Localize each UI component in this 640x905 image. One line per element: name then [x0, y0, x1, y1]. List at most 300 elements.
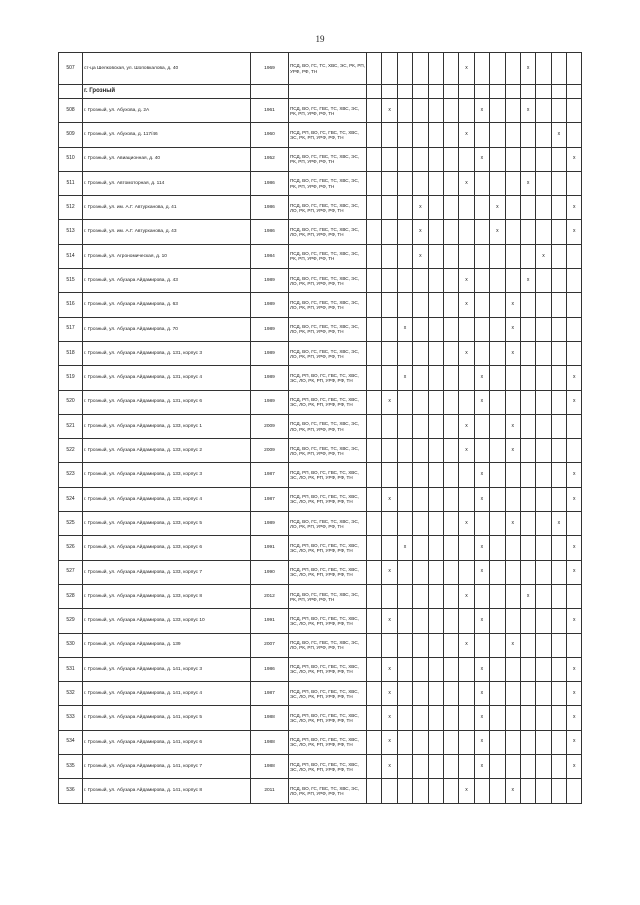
row-mark-cell: [397, 123, 412, 147]
row-mark-cell: [397, 99, 412, 123]
row-year: 2009: [251, 439, 289, 463]
row-mark-cell: [520, 220, 535, 244]
table-row: [59, 755, 582, 779]
row-mark-cell: x: [459, 123, 474, 147]
row-mark-cell: [520, 779, 535, 803]
row-mark-cell: [443, 171, 458, 195]
row-mark-cell: [520, 366, 535, 390]
row-mark-cell: x: [474, 755, 489, 779]
row-mark-cell: [443, 293, 458, 317]
city-header: г. Грозный: [83, 85, 251, 99]
row-mark-cell: [536, 609, 551, 633]
row-mark-cell: [413, 341, 428, 365]
row-number: 516: [59, 293, 83, 317]
row-mark-cell: [567, 633, 582, 657]
city-header-blank: [459, 85, 474, 99]
row-mark-cell: [536, 560, 551, 584]
row-year: 1987: [251, 682, 289, 706]
row-mark-cell: [536, 755, 551, 779]
row-mark-cell: [490, 390, 505, 414]
row-mark-cell: [536, 730, 551, 754]
row-number: 514: [59, 244, 83, 268]
row-mark-cell: [490, 755, 505, 779]
row-mark-cell: [443, 463, 458, 487]
row-mark-cell: [567, 293, 582, 317]
row-mark-cell: [536, 536, 551, 560]
row-address: г. Грозный, ул. Абузара Айдамирова, д. 133, корпус 10: [83, 609, 251, 633]
row-mark-cell: [428, 171, 443, 195]
row-mark-cell: [443, 196, 458, 220]
row-mark-cell: [397, 657, 412, 681]
row-mark-cell: [443, 536, 458, 560]
row-mark-cell: [413, 293, 428, 317]
city-header-blank: [490, 85, 505, 99]
row-systems: ПСД, РП, ВО, ГС, ГВС, ТС, ХВС, ЭС, ЛО, РК, РП, УРФ, РФ, ТН: [289, 487, 367, 511]
row-mark-cell: [505, 536, 520, 560]
row-address: г. Грозный, ул. Абузара Айдамирова, д. 131, корпус 4: [83, 366, 251, 390]
row-mark-cell: [443, 779, 458, 803]
row-mark-cell: [520, 609, 535, 633]
row-mark-cell: [382, 633, 397, 657]
row-address: г. Грозный, ул. Абузара Айдамирова, д. 133, корпус 1: [83, 414, 251, 438]
row-mark-cell: [397, 560, 412, 584]
row-mark-cell: [428, 220, 443, 244]
row-mark-cell: [520, 439, 535, 463]
row-systems: ПСД, РП, ВО, ГС, ГВС, ТС, ХВС, ЭС, ЛО, РК, РП, УРФ, РФ, ТН: [289, 390, 367, 414]
row-mark-cell: [443, 220, 458, 244]
row-mark-cell: [490, 779, 505, 803]
row-mark-cell: [382, 779, 397, 803]
row-mark-cell: [367, 220, 382, 244]
row-mark-cell: [505, 147, 520, 171]
row-mark-cell: [536, 366, 551, 390]
row-mark-cell: [505, 53, 520, 85]
row-mark-cell: [397, 414, 412, 438]
row-systems: ПСД, ВО, ГС, ГВС, ТС, ХВС, ЭС, ЛО, РК, РП, УРФ, РФ, ТН: [289, 341, 367, 365]
row-mark-cell: [367, 730, 382, 754]
row-mark-cell: x: [490, 196, 505, 220]
row-systems: ПСД, РП, ВО, ГС, ГВС, ТС, ХВС, ЭС, ЛО, РК, РП, УРФ, РФ, ТН: [289, 463, 367, 487]
row-number: 530: [59, 633, 83, 657]
row-mark-cell: [413, 414, 428, 438]
row-mark-cell: [443, 53, 458, 85]
row-mark-cell: [382, 171, 397, 195]
row-mark-cell: x: [567, 220, 582, 244]
row-mark-cell: [397, 244, 412, 268]
row-systems: ПСД, ВО, ГС, ГВС, ТС, ХВС, ЭС, ЛО, РК, РП, УРФ, РФ, ТН: [289, 779, 367, 803]
row-mark-cell: x: [382, 657, 397, 681]
row-mark-cell: [505, 682, 520, 706]
row-number: 520: [59, 390, 83, 414]
row-address: ст-ца Шелковская, ул. Шоповкалова, д. 40: [83, 53, 251, 85]
row-mark-cell: [536, 269, 551, 293]
row-mark-cell: x: [505, 512, 520, 536]
row-mark-cell: [505, 609, 520, 633]
row-mark-cell: [367, 536, 382, 560]
row-year: 1961: [251, 99, 289, 123]
row-mark-cell: [428, 706, 443, 730]
row-mark-cell: x: [567, 390, 582, 414]
row-mark-cell: [551, 779, 566, 803]
row-mark-cell: [551, 244, 566, 268]
row-mark-cell: [520, 293, 535, 317]
row-mark-cell: x: [397, 317, 412, 341]
row-mark-cell: [413, 779, 428, 803]
row-year: 1986: [251, 196, 289, 220]
row-mark-cell: [428, 560, 443, 584]
row-mark-cell: x: [567, 730, 582, 754]
row-mark-cell: [459, 682, 474, 706]
row-mark-cell: x: [567, 560, 582, 584]
row-mark-cell: x: [382, 560, 397, 584]
row-mark-cell: [397, 293, 412, 317]
row-mark-cell: [367, 633, 382, 657]
row-mark-cell: [428, 730, 443, 754]
row-mark-cell: [382, 269, 397, 293]
city-header-blank: [520, 85, 535, 99]
table-row: [59, 99, 582, 123]
row-mark-cell: [474, 53, 489, 85]
row-mark-cell: [459, 487, 474, 511]
row-mark-cell: [367, 99, 382, 123]
row-mark-cell: [382, 147, 397, 171]
row-mark-cell: [382, 414, 397, 438]
row-mark-cell: [428, 317, 443, 341]
row-systems: ПСД, ВО, ГС, ГВС, ТС, ХВС, ЭС, ЛО, РК, РП, УРФ, РФ, ТН: [289, 512, 367, 536]
row-mark-cell: [520, 512, 535, 536]
row-mark-cell: [443, 269, 458, 293]
row-mark-cell: x: [567, 706, 582, 730]
row-mark-cell: x: [567, 682, 582, 706]
row-mark-cell: [567, 244, 582, 268]
row-mark-cell: [382, 512, 397, 536]
row-mark-cell: [367, 341, 382, 365]
row-mark-cell: [490, 414, 505, 438]
table-row: [59, 657, 582, 681]
row-number: 517: [59, 317, 83, 341]
row-mark-cell: [490, 171, 505, 195]
row-mark-cell: [490, 293, 505, 317]
row-mark-cell: [413, 123, 428, 147]
row-year: 1987: [251, 487, 289, 511]
row-systems: ПСД, ВО, ГС, ГВС, ТС, ХВС, ЭС, РК, РП, УРФ, РФ, ТН: [289, 99, 367, 123]
row-mark-cell: [536, 171, 551, 195]
row-year: 1986: [251, 171, 289, 195]
row-mark-cell: [443, 682, 458, 706]
row-year: 1987: [251, 463, 289, 487]
row-mark-cell: x: [567, 147, 582, 171]
row-systems: ПСД, РП, ВО, ГС, ГВС, ТС, ХВС, ЭС, ЛО, РК, РП, УРФ, РФ, ТН: [289, 366, 367, 390]
row-mark-cell: [490, 657, 505, 681]
row-mark-cell: x: [382, 609, 397, 633]
row-mark-cell: [520, 317, 535, 341]
row-mark-cell: x: [474, 682, 489, 706]
row-mark-cell: [413, 366, 428, 390]
row-mark-cell: x: [567, 196, 582, 220]
row-mark-cell: [567, 341, 582, 365]
row-mark-cell: [397, 487, 412, 511]
row-mark-cell: [551, 414, 566, 438]
row-number: 529: [59, 609, 83, 633]
row-mark-cell: [367, 779, 382, 803]
row-mark-cell: [536, 682, 551, 706]
row-mark-cell: [367, 463, 382, 487]
row-number: 524: [59, 487, 83, 511]
row-mark-cell: [567, 269, 582, 293]
row-number: 535: [59, 755, 83, 779]
row-mark-cell: [367, 609, 382, 633]
row-mark-cell: [397, 779, 412, 803]
table-row: [59, 512, 582, 536]
row-address: г. Грозный, ул. Абузара Айдамирова, д. 133, корпус 2: [83, 439, 251, 463]
row-mark-cell: x: [382, 390, 397, 414]
row-mark-cell: [551, 390, 566, 414]
row-mark-cell: x: [413, 244, 428, 268]
row-mark-cell: [397, 171, 412, 195]
row-mark-cell: x: [459, 414, 474, 438]
row-mark-cell: [474, 584, 489, 608]
row-mark-cell: [428, 123, 443, 147]
row-mark-cell: [567, 53, 582, 85]
table-row: [59, 53, 582, 85]
row-mark-cell: [413, 269, 428, 293]
row-mark-cell: [505, 755, 520, 779]
table-row: [59, 196, 582, 220]
table-row: [59, 317, 582, 341]
row-systems: ПСД, ВО, ГС, ГВС, ТС, ХВС, ЭС, ЛО, РК, РП, УРФ, РФ, ТН: [289, 196, 367, 220]
row-address: г. Грозный, ул. Абузара Айдамирова, д. 141, корпус 8: [83, 779, 251, 803]
row-mark-cell: [443, 706, 458, 730]
row-mark-cell: [413, 633, 428, 657]
row-systems: ПСД, РП, ВО, ГС, ГВС, ТС, ХВС, ЭС, ЛО, РК, РП, УРФ, РФ, ТН: [289, 730, 367, 754]
row-mark-cell: [367, 487, 382, 511]
row-mark-cell: [413, 560, 428, 584]
city-header-blank: [367, 85, 382, 99]
row-mark-cell: [428, 463, 443, 487]
row-address: г. Грозный, ул. Абузара Айдамирова, д. 139: [83, 633, 251, 657]
row-mark-cell: [397, 220, 412, 244]
row-address: г. Грозный, ул. Абузара Айдамирова, д. 70: [83, 317, 251, 341]
row-mark-cell: x: [520, 171, 535, 195]
row-mark-cell: [428, 536, 443, 560]
row-mark-cell: [428, 269, 443, 293]
row-mark-cell: [490, 487, 505, 511]
row-year: 1989: [251, 366, 289, 390]
row-year: 2012: [251, 584, 289, 608]
row-mark-cell: x: [536, 244, 551, 268]
table-row: [59, 147, 582, 171]
row-mark-cell: [536, 633, 551, 657]
row-mark-cell: [459, 390, 474, 414]
row-mark-cell: [536, 317, 551, 341]
row-mark-cell: x: [520, 53, 535, 85]
row-year: 1989: [251, 512, 289, 536]
row-mark-cell: [413, 53, 428, 85]
row-mark-cell: [551, 196, 566, 220]
row-mark-cell: [428, 414, 443, 438]
row-mark-cell: [443, 439, 458, 463]
row-mark-cell: [567, 512, 582, 536]
row-number: 519: [59, 366, 83, 390]
row-address: г. Грозный, ул. им. А.Г. Автурханова, д. 41: [83, 196, 251, 220]
row-mark-cell: [536, 439, 551, 463]
row-mark-cell: x: [397, 366, 412, 390]
row-mark-cell: [490, 706, 505, 730]
row-mark-cell: [459, 560, 474, 584]
row-mark-cell: [536, 390, 551, 414]
row-number: 510: [59, 147, 83, 171]
row-mark-cell: [459, 463, 474, 487]
row-mark-cell: [551, 536, 566, 560]
table-row: [59, 269, 582, 293]
row-mark-cell: [443, 560, 458, 584]
city-header-blank: [428, 85, 443, 99]
row-number: 512: [59, 196, 83, 220]
row-year: 1986: [251, 220, 289, 244]
row-mark-cell: [459, 147, 474, 171]
row-address: г. Грозный, ул. Абузара Айдамирова, д. 141, корпус 4: [83, 682, 251, 706]
row-mark-cell: [474, 196, 489, 220]
row-mark-cell: [536, 779, 551, 803]
row-mark-cell: [536, 196, 551, 220]
row-mark-cell: [382, 536, 397, 560]
row-mark-cell: [520, 341, 535, 365]
row-mark-cell: x: [382, 682, 397, 706]
row-number: 509: [59, 123, 83, 147]
table-row: [59, 463, 582, 487]
row-mark-cell: [428, 147, 443, 171]
row-mark-cell: [505, 730, 520, 754]
row-systems: ПСД, РП, ВО, ГС, ГВС, ТС, ХВС, ЭС, ЛО, РК, РП, УРФ, РФ, ТН: [289, 536, 367, 560]
row-year: 1952: [251, 147, 289, 171]
row-mark-cell: [551, 657, 566, 681]
row-mark-cell: [520, 414, 535, 438]
row-mark-cell: [551, 53, 566, 85]
row-mark-cell: [397, 633, 412, 657]
row-systems: ПСД, РП, ВО, ГС, ГВС, ТС, ХВС, ЭС, ЛО, РК, РП, УРФ, РФ, ТН: [289, 755, 367, 779]
row-address: г. Грозный, ул. Абузара Айдамирова, д. 133, корпус 3: [83, 463, 251, 487]
row-mark-cell: x: [474, 390, 489, 414]
row-mark-cell: [551, 99, 566, 123]
city-header-blank: [289, 85, 367, 99]
row-year: 1960: [251, 123, 289, 147]
row-systems: ПСД, ВО, ГС, ГВС, ТС, ХВС, ЭС, РК, РП, УРФ, РФ, ТН: [289, 171, 367, 195]
row-mark-cell: [551, 682, 566, 706]
row-mark-cell: [520, 147, 535, 171]
row-mark-cell: [367, 366, 382, 390]
row-address: г. Грозный, ул. Автомоторная, д. 114: [83, 171, 251, 195]
row-mark-cell: [505, 487, 520, 511]
row-mark-cell: [428, 609, 443, 633]
row-mark-cell: x: [505, 293, 520, 317]
row-mark-cell: [505, 584, 520, 608]
row-mark-cell: [428, 293, 443, 317]
row-mark-cell: [459, 730, 474, 754]
row-year: 1988: [251, 706, 289, 730]
row-mark-cell: [459, 536, 474, 560]
row-mark-cell: [382, 341, 397, 365]
row-mark-cell: [443, 390, 458, 414]
city-header-blank: [505, 85, 520, 99]
row-mark-cell: [490, 609, 505, 633]
row-mark-cell: [490, 269, 505, 293]
table-row: [59, 487, 582, 511]
row-address: г. Грозный, ул. Абухова, д. 2А: [83, 99, 251, 123]
row-mark-cell: [367, 512, 382, 536]
row-mark-cell: [382, 439, 397, 463]
row-mark-cell: [428, 439, 443, 463]
row-mark-cell: [551, 730, 566, 754]
row-address: г. Грозный, ул. Абузара Айдамирова, д. 133, корпус 6: [83, 536, 251, 560]
row-mark-cell: [382, 123, 397, 147]
row-mark-cell: x: [413, 220, 428, 244]
row-mark-cell: [536, 584, 551, 608]
table-row: [59, 779, 582, 803]
row-mark-cell: [474, 341, 489, 365]
row-mark-cell: [367, 682, 382, 706]
row-mark-cell: [428, 53, 443, 85]
row-mark-cell: x: [459, 171, 474, 195]
row-mark-cell: [367, 147, 382, 171]
row-mark-cell: x: [551, 123, 566, 147]
row-mark-cell: [397, 609, 412, 633]
row-systems: ПСД, РП, ВО, ГС, ГВС, ТС, ХВС, ЭС, ЛО, РК, РП, УРФ, РФ, ТН: [289, 560, 367, 584]
row-mark-cell: [505, 123, 520, 147]
row-mark-cell: [567, 414, 582, 438]
row-mark-cell: x: [567, 536, 582, 560]
row-address: г. Грозный, ул. Абузара Айдамирова, д. 43: [83, 269, 251, 293]
row-mark-cell: x: [459, 293, 474, 317]
row-mark-cell: [551, 463, 566, 487]
row-mark-cell: [536, 463, 551, 487]
row-mark-cell: [367, 560, 382, 584]
row-mark-cell: [551, 293, 566, 317]
row-year: 1988: [251, 755, 289, 779]
row-mark-cell: [551, 269, 566, 293]
row-mark-cell: [520, 196, 535, 220]
row-mark-cell: x: [397, 536, 412, 560]
row-mark-cell: x: [459, 584, 474, 608]
row-mark-cell: x: [474, 560, 489, 584]
row-mark-cell: x: [474, 657, 489, 681]
table-row: [59, 439, 582, 463]
row-mark-cell: [490, 682, 505, 706]
row-address: г. Грозный, ул. Абузара Айдамирова, д. 133, корпус 8: [83, 584, 251, 608]
city-header-blank: [382, 85, 397, 99]
row-mark-cell: [367, 293, 382, 317]
row-systems: ПСД, ВО, ГС, ГВС, ТС, ХВС, ЭС, РК, РП, УРФ, РФ, ТН: [289, 147, 367, 171]
row-mark-cell: [490, 244, 505, 268]
row-mark-cell: [382, 244, 397, 268]
row-mark-cell: [397, 463, 412, 487]
row-mark-cell: [490, 53, 505, 85]
city-header-blank: [413, 85, 428, 99]
row-year: 1991: [251, 536, 289, 560]
row-year: 1988: [251, 730, 289, 754]
row-mark-cell: [536, 657, 551, 681]
row-mark-cell: [367, 244, 382, 268]
row-address: г. Грозный, ул. Абузара Айдамирова, д. 141, корпус 6: [83, 730, 251, 754]
row-mark-cell: [520, 633, 535, 657]
city-header-blank: [567, 85, 582, 99]
row-address: г. Грозный, ул. Абузара Айдамирова, д. 131, корпус 6: [83, 390, 251, 414]
row-mark-cell: [413, 147, 428, 171]
row-mark-cell: [536, 147, 551, 171]
row-mark-cell: [474, 633, 489, 657]
row-mark-cell: [397, 439, 412, 463]
row-mark-cell: [413, 536, 428, 560]
row-mark-cell: [474, 123, 489, 147]
